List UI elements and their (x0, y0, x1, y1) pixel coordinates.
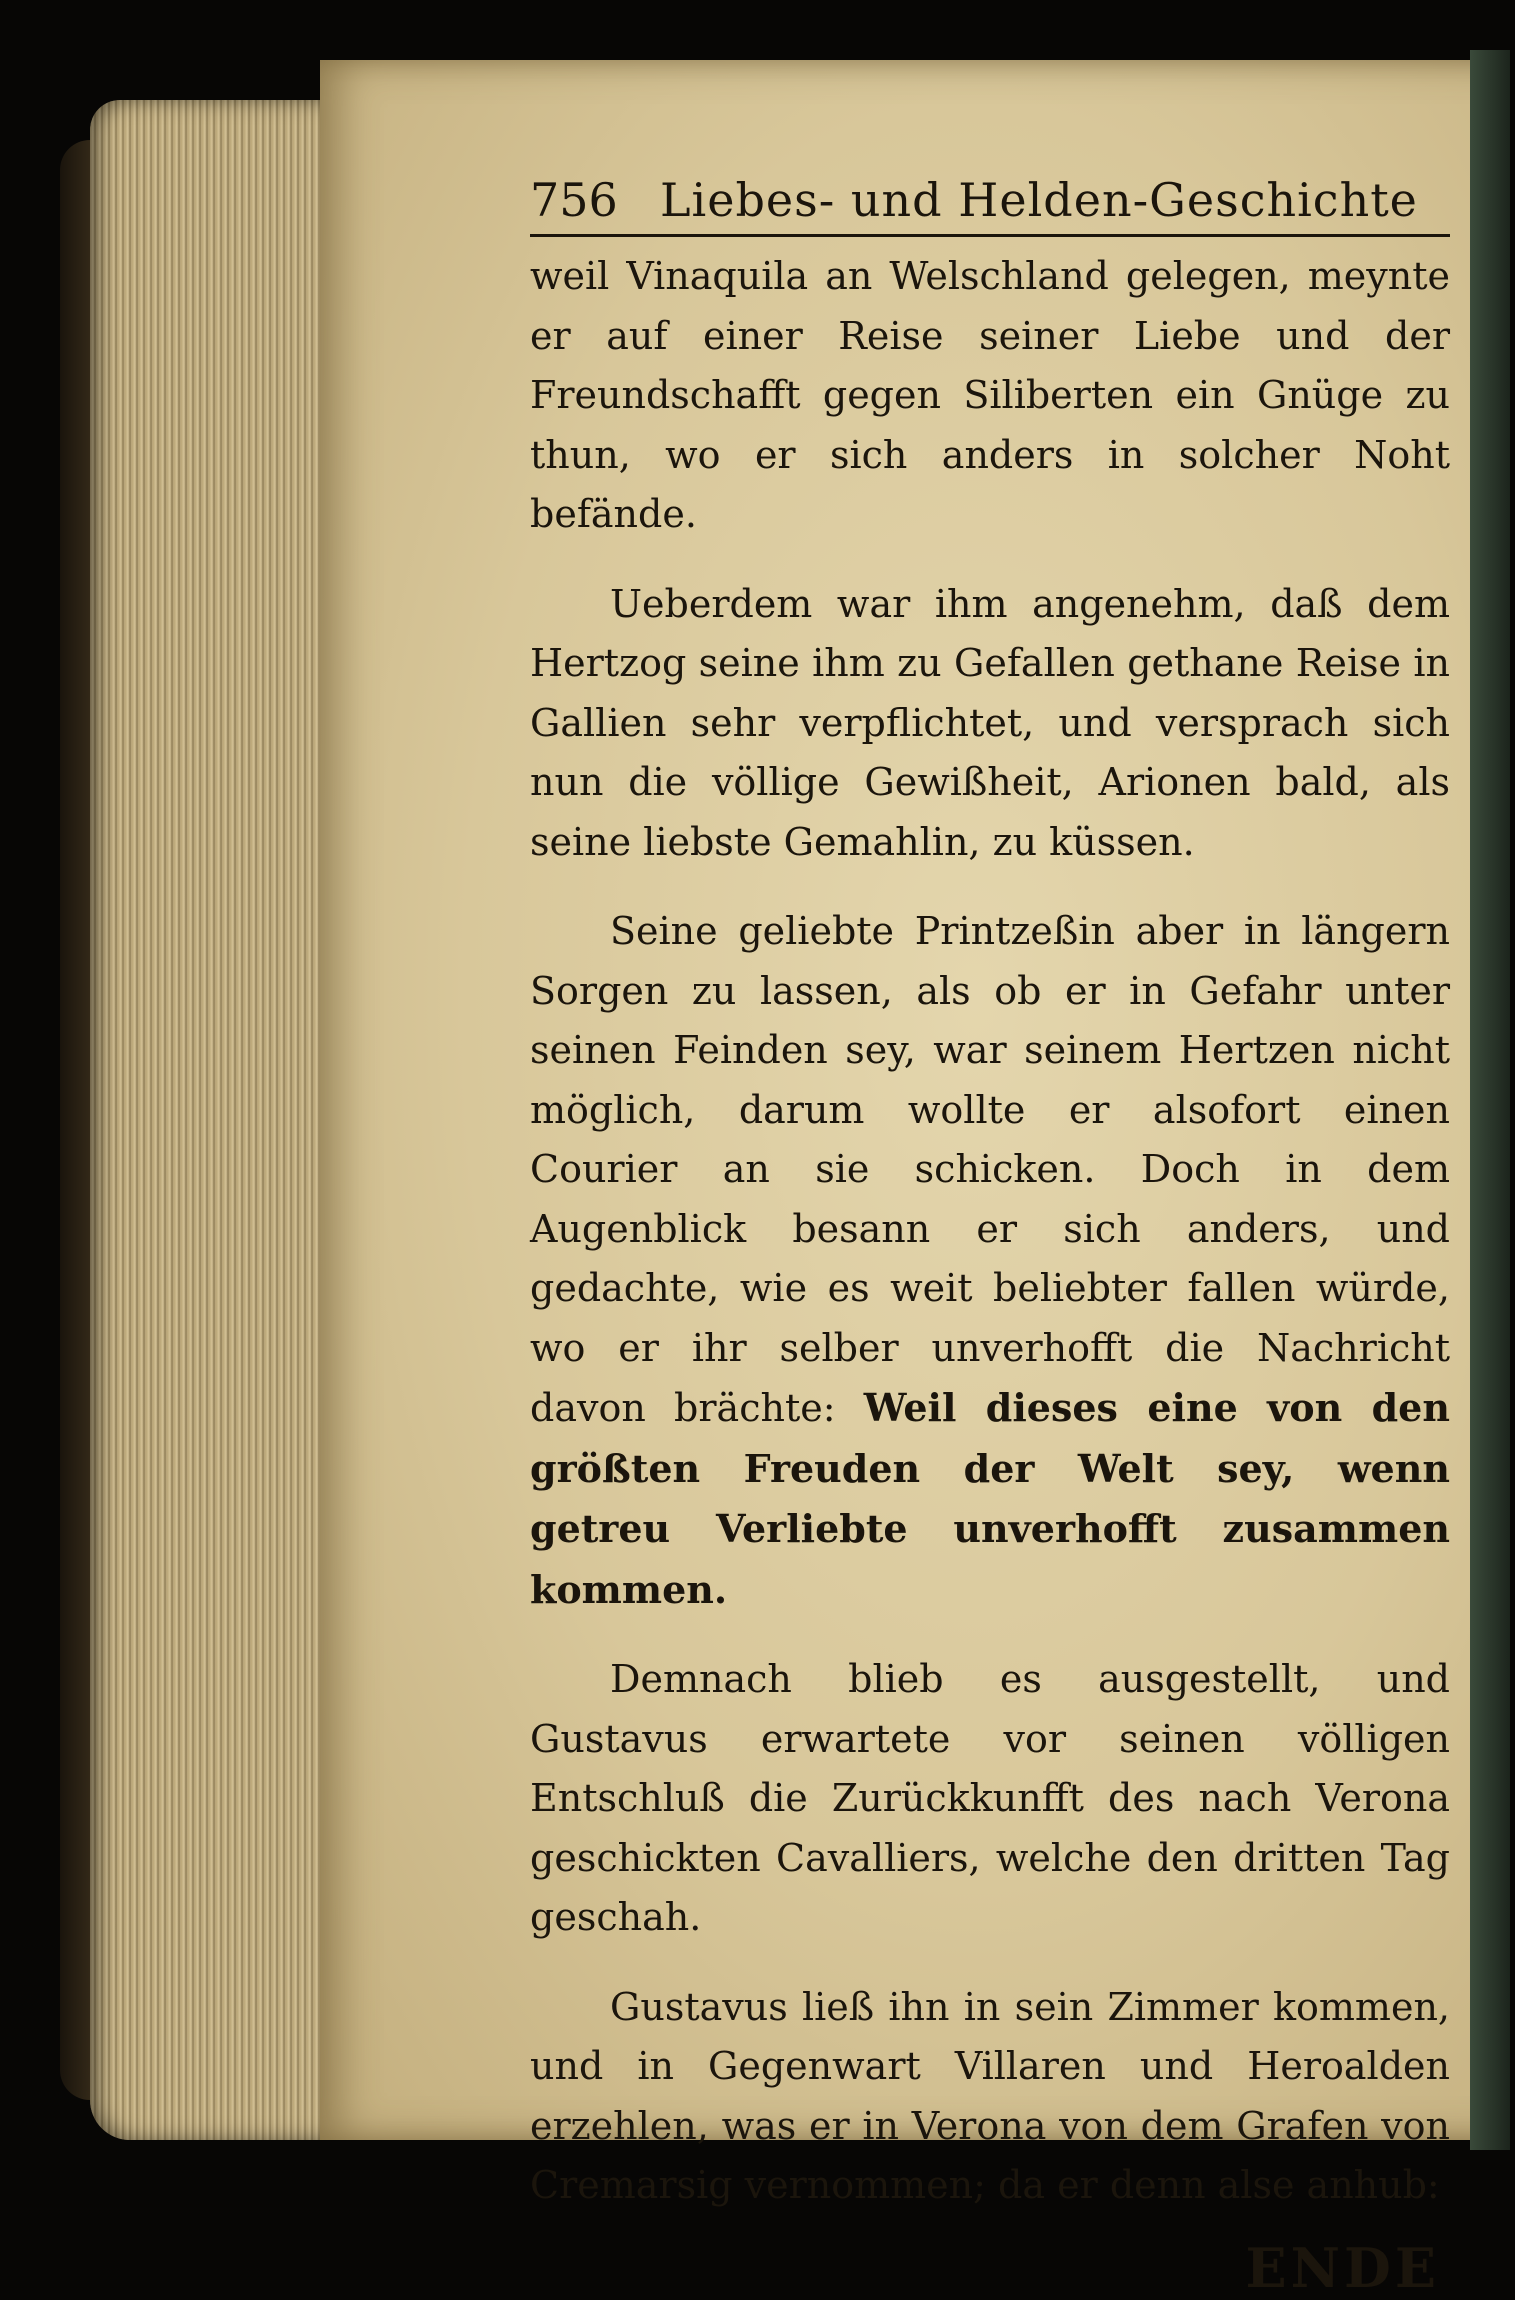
paragraph-4: Demnach blieb es ausgestellt, und Gustavus erwartete vor seinen völligen Entschluß die Zurückkunfft des nach Verona geschickten Cavalliers, welche den dritten Tag geschah. (530, 1657, 1450, 1939)
paragraph-2: Ueberdem war ihm angenehm, daß dem Hertzog seine ihm zu Gefallen gethane Reise in Gallien sehr verpflichtet, und versprach sich nun die völlige Gewißheit, Arionen bald, als seine liebste Gemahlin, zu küssen. (530, 581, 1450, 864)
page-header (530, 170, 1450, 237)
page-number: 756 (530, 173, 618, 227)
finis-mark: ENDE (1245, 2235, 1440, 2300)
page-text (530, 170, 1450, 2300)
paragraph-3-bold-text: Weil dieses eine von den größten Freuden der Welt sey, wenn getreu Verliebte unverhofft zusammen kommen. (530, 1385, 1450, 1612)
paragraph-3-text: Seine geliebte Printzeßin aber in längern Sorgen zu lassen, als ob er in Gefahr unter seinen Feinden sey, war seinem Hertzen nicht möglich, darum wollte er alsofort einen Courier an sie schicken. Doch in dem Augenblick besann er sich anders, und gedachte, wie es weit beliebter fallen würde, wo er ihr selber unverhofft die Nachricht davon brächte: (530, 909, 1450, 1430)
paragraph-3 (530, 902, 1450, 1620)
book-cover-edge (1470, 50, 1510, 2150)
running-title: Liebes- und Helden-Geschichte (660, 173, 1418, 227)
paragraph-5: Gustavus ließ ihn in sein Zimmer kommen, und in Gegenwart Villaren und Heroalden erzehlen, was er in Verona von dem Grafen von Cremarsig vernommen; da er denn alse anhub: (530, 1984, 1450, 2207)
paragraph-1: weil Vinaquila an Welschland gelegen, meynte er auf einer Reise seiner Liebe und der Freundschafft gegen Siliberten ein Gnüge zu thun, wo er sich anders in solcher Noht befände. (530, 254, 1450, 536)
